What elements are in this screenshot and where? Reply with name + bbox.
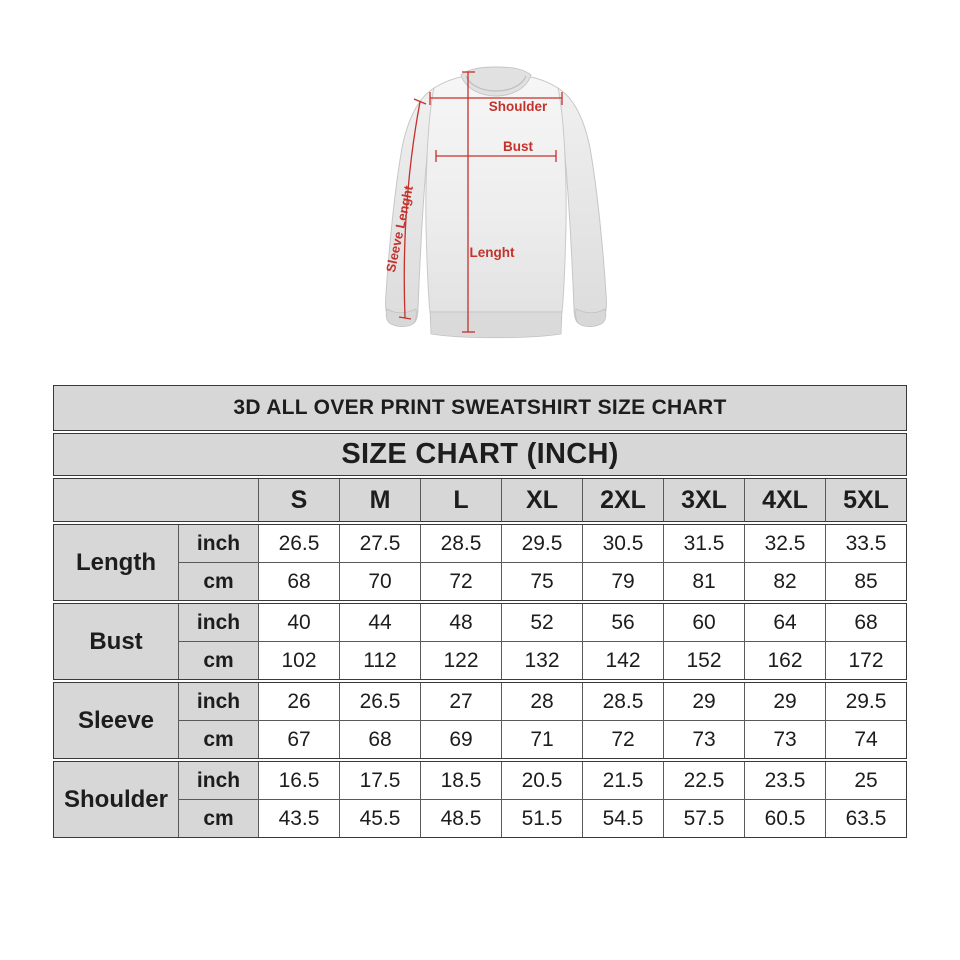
size-header-cell: 3XL [664, 479, 744, 521]
value-cell: 28 [502, 683, 582, 720]
value-cell: 122 [421, 642, 501, 679]
value-cell: 27.5 [340, 525, 420, 562]
value-cell: 23.5 [745, 762, 825, 799]
value-cell: 29.5 [502, 525, 582, 562]
size-header-cell: XL [502, 479, 582, 521]
value-cell: 72 [583, 721, 663, 758]
row-label-cell: Length [54, 525, 178, 600]
value-cell: 28.5 [583, 683, 663, 720]
value-cell: 29.5 [826, 683, 906, 720]
value-cell: 63.5 [826, 800, 906, 837]
value-cell: 26.5 [259, 525, 339, 562]
unit-label-cell: inch [179, 525, 258, 562]
value-cell: 51.5 [502, 800, 582, 837]
sweatshirt-hem-band [430, 312, 562, 338]
row-label-cell: Sleeve [54, 683, 178, 758]
size-header-cell: S [259, 479, 339, 521]
value-cell: 68 [826, 604, 906, 641]
row-label-cell: Shoulder [54, 762, 178, 837]
value-cell: 67 [259, 721, 339, 758]
size-header-cell: L [421, 479, 501, 521]
value-cell: 21.5 [583, 762, 663, 799]
value-cell: 40 [259, 604, 339, 641]
value-cell: 43.5 [259, 800, 339, 837]
value-cell: 162 [745, 642, 825, 679]
value-cell: 64 [745, 604, 825, 641]
value-cell: 60 [664, 604, 744, 641]
value-cell: 52 [502, 604, 582, 641]
value-cell: 71 [502, 721, 582, 758]
value-cell: 60.5 [745, 800, 825, 837]
value-cell: 17.5 [340, 762, 420, 799]
value-cell: 56 [583, 604, 663, 641]
value-cell: 30.5 [583, 525, 663, 562]
size-chart-table [53, 385, 907, 838]
value-cell: 74 [826, 721, 906, 758]
value-cell: 29 [745, 683, 825, 720]
value-cell: 54.5 [583, 800, 663, 837]
measurement-group-sleeve [53, 682, 907, 759]
value-cell: 28.5 [421, 525, 501, 562]
value-cell: 31.5 [664, 525, 744, 562]
value-cell: 27 [421, 683, 501, 720]
value-cell: 82 [745, 563, 825, 600]
unit-label-cell: cm [179, 642, 258, 679]
value-cell: 45.5 [340, 800, 420, 837]
value-cell: 26 [259, 683, 339, 720]
size-header-cell: 2XL [583, 479, 663, 521]
value-cell: 68 [259, 563, 339, 600]
size-header-cell: 5XL [826, 479, 906, 521]
value-cell: 48.5 [421, 800, 501, 837]
value-cell: 25 [826, 762, 906, 799]
value-cell: 70 [340, 563, 420, 600]
value-cell: 68 [340, 721, 420, 758]
value-cell: 33.5 [826, 525, 906, 562]
value-cell: 142 [583, 642, 663, 679]
value-cell: 18.5 [421, 762, 501, 799]
size-header-row [53, 478, 907, 522]
size-header-cell: 4XL [745, 479, 825, 521]
shoulder-measure-label: Shoulder [488, 99, 548, 114]
value-cell: 85 [826, 563, 906, 600]
value-cell: 20.5 [502, 762, 582, 799]
row-label-cell: Bust [54, 604, 178, 679]
value-cell: 32.5 [745, 525, 825, 562]
unit-label-cell: cm [179, 800, 258, 837]
value-cell: 172 [826, 642, 906, 679]
value-cell: 48 [421, 604, 501, 641]
sweatshirt-diagram [350, 26, 640, 360]
value-cell: 22.5 [664, 762, 744, 799]
value-cell: 29 [664, 683, 744, 720]
length-measure-label: Lenght [469, 245, 515, 260]
value-cell: 16.5 [259, 762, 339, 799]
value-cell: 79 [583, 563, 663, 600]
value-cell: 102 [259, 642, 339, 679]
value-cell: 26.5 [340, 683, 420, 720]
corner-cell [54, 479, 258, 521]
value-cell: 72 [421, 563, 501, 600]
unit-label-cell: cm [179, 721, 258, 758]
bust-measure-label: Bust [503, 139, 533, 154]
value-cell: 57.5 [664, 800, 744, 837]
measurement-group-shoulder [53, 761, 907, 838]
value-cell: 132 [502, 642, 582, 679]
measurement-rows [53, 524, 907, 838]
unit-label-cell: inch [179, 683, 258, 720]
value-cell: 75 [502, 563, 582, 600]
unit-label-cell: inch [179, 604, 258, 641]
unit-label-cell: inch [179, 762, 258, 799]
value-cell: 81 [664, 563, 744, 600]
measurement-group-bust [53, 603, 907, 680]
table-title: 3D ALL OVER PRINT SWEATSHIRT SIZE CHART [53, 385, 907, 431]
sleeve-measure-label: Sleeve Lenght [383, 184, 417, 274]
value-cell: 73 [664, 721, 744, 758]
value-cell: 69 [421, 721, 501, 758]
value-cell: 73 [745, 721, 825, 758]
unit-label-cell: cm [179, 563, 258, 600]
measurement-group-length [53, 524, 907, 601]
table-subtitle: SIZE CHART (INCH) [53, 433, 907, 476]
value-cell: 44 [340, 604, 420, 641]
value-cell: 112 [340, 642, 420, 679]
size-header-cell: M [340, 479, 420, 521]
value-cell: 152 [664, 642, 744, 679]
